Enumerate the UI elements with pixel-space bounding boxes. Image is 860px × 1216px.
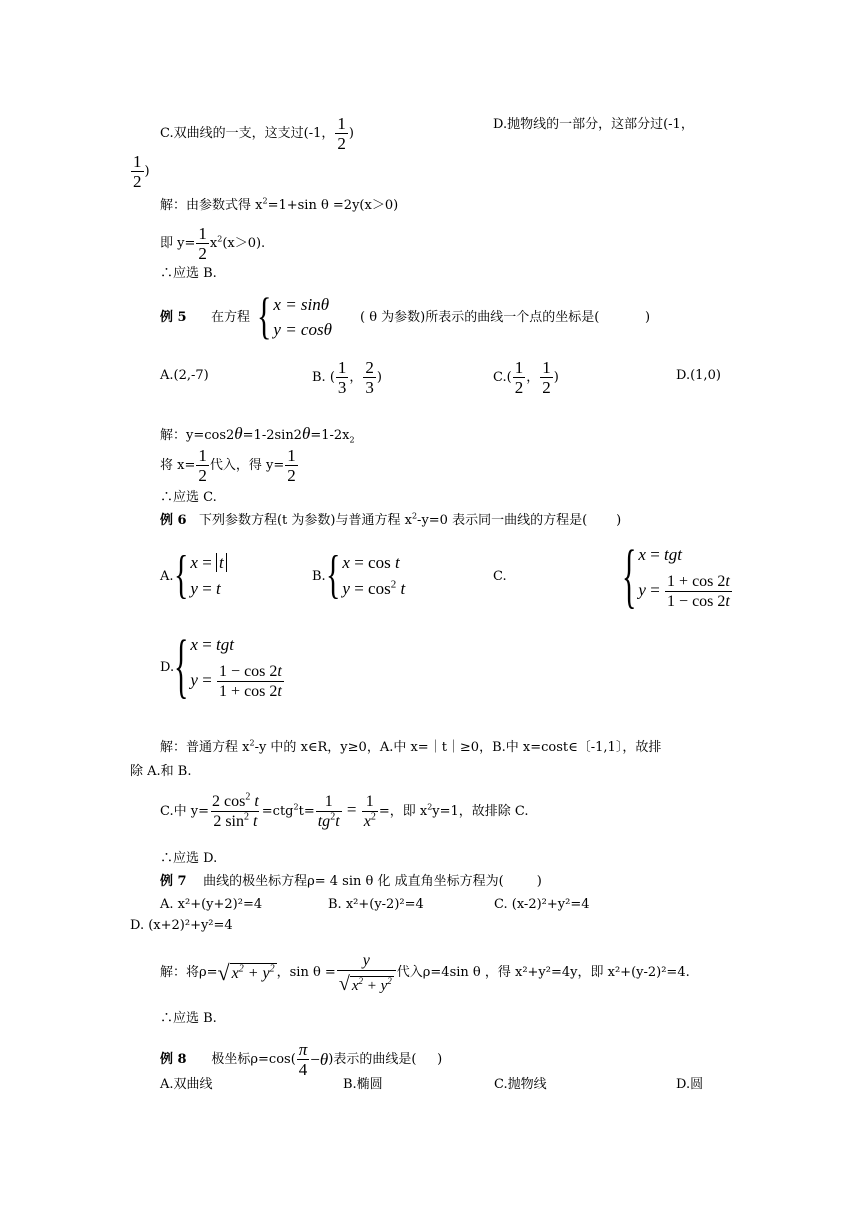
answer-6: ∴应选 D. [160, 851, 218, 866]
example-7-stem: 例 7 曲线的极坐标方程ρ= 4 sin θ 化 成直角坐标方程为( ) [160, 874, 542, 889]
option-a: A. x²+(y+2)²=4 [160, 897, 263, 912]
option-d: D.(1,0) [676, 368, 721, 383]
solution-4-line-1: 解：由参数式得 $x^2=1+\sin$ θ =2y(x＞0) [160, 196, 399, 213]
equation-system-5: { x = sinθ y = cosθ [257, 288, 332, 345]
option-d: D. (x+2)²+y²=4 [130, 918, 233, 933]
solution-6-line-2: 除 A.和 B. [130, 764, 192, 779]
example-5-stem-b: ( θ 为参数)所表示的曲线一个点的坐标是( [360, 310, 600, 325]
option-d: D.圆 [676, 1077, 704, 1092]
answer-5: ∴应选 C. [160, 490, 217, 505]
equation-system-c: { x = tgt y = $\frac{1 + \cos 2t}{1 - \cos 2t}$ [622, 537, 730, 617]
option-c: C.抛物线 [494, 1077, 547, 1092]
solution-7-line: 解：将ρ= √ $x^2 + y^2$ ，sin θ = y √ $x^2 + y^2$ 代入ρ=4sin θ ，得 x²+y²=4y，即 x²+(y-2)²=4. [160, 952, 690, 995]
solution-6-line-1: 解：普通方程 $x^2-y$ 中的 x∈R，y≥0，A.中 x=｜t｜≥0，B.中 x=cost∈〔-1,1〕，故排 [160, 738, 662, 755]
fraction-half: $\frac{1}{2}$ [337, 114, 346, 153]
option-d-label: D. [160, 660, 175, 675]
solution-6-line-3: C.中 y= $\frac{2 \cos^2 t}{2 \sin^2 t}$ =ctg$^2$t= $\frac{1}{tg^2t}$ = $\frac{1}{x^2}$ =，即 $x^2y=1$，故排除 C. [160, 791, 529, 830]
sqrt-expression: √ $x^2 + y^2$ [217, 960, 275, 985]
option-a: A.双曲线 [160, 1077, 213, 1092]
example-6-stem: 例 6 下列参数方程(t 为参数)与普通方程 $x^2-y=0$ 表示同一曲线的方程是( ) [160, 511, 622, 528]
example-8-stem: 例 8 极坐标ρ=cos( $\frac{\pi}{4}$ − θ )表示的曲线是( ) [160, 1040, 443, 1079]
answer-bracket: ) [645, 310, 651, 325]
option-b: B. x²+(y-2)²=4 [328, 897, 424, 912]
option-c: C. (x-2)²+y²=4 [494, 897, 590, 912]
solution-5-line-2: 将 x= $\frac{1}{2}$ 代入，得 y= $\frac{1}{2}$ [160, 446, 296, 485]
option-d-continued: $\frac{1}{2}$ ) [133, 152, 150, 191]
equation-system-d: { x = tgt y = $\frac{1 - \cos 2t}{1 + \cos 2t}$ [174, 627, 282, 707]
option-b: B.椭圆 [343, 1077, 383, 1092]
fraction-half: $\frac{1}{2}$ [133, 152, 142, 191]
equation-system-a: { x = t y = t [174, 550, 227, 602]
option-d-line: D.抛物线的一部分，这部分过(-1， [493, 117, 694, 132]
example-5-label: 例 5 [160, 310, 187, 325]
answer-7: ∴应选 B. [160, 1011, 217, 1026]
solution-5-line-1: 解：$y=\cos 2\theta=1-2\sin 2\theta=1-2x_2$ [160, 424, 355, 445]
option-a-label: A. [160, 569, 174, 584]
option-a: A.(2,-7) [160, 368, 209, 383]
example-5-stem: 在方程 [211, 310, 251, 325]
option-c: C.( $\frac{1}{2}$ ， $\frac{1}{2}$ ) [493, 358, 559, 397]
equation-system-b: { x = cos t $y = \cos^2 t$ [326, 546, 406, 604]
solution-4-line-2: 即 y= $\frac{1}{2}$ $x^2(x>0)$. [160, 224, 266, 263]
option-c-line: C.双曲线的一支，这支过(-1， $\frac{1}{2}$ ) [160, 114, 354, 153]
option-c-label: C. [493, 569, 507, 584]
answer-4: ∴应选 B. [160, 266, 217, 281]
option-b: B. ( $\frac{1}{3}$ ， $\frac{2}{3}$ ) [312, 358, 382, 397]
option-b-label: B. [312, 569, 326, 584]
